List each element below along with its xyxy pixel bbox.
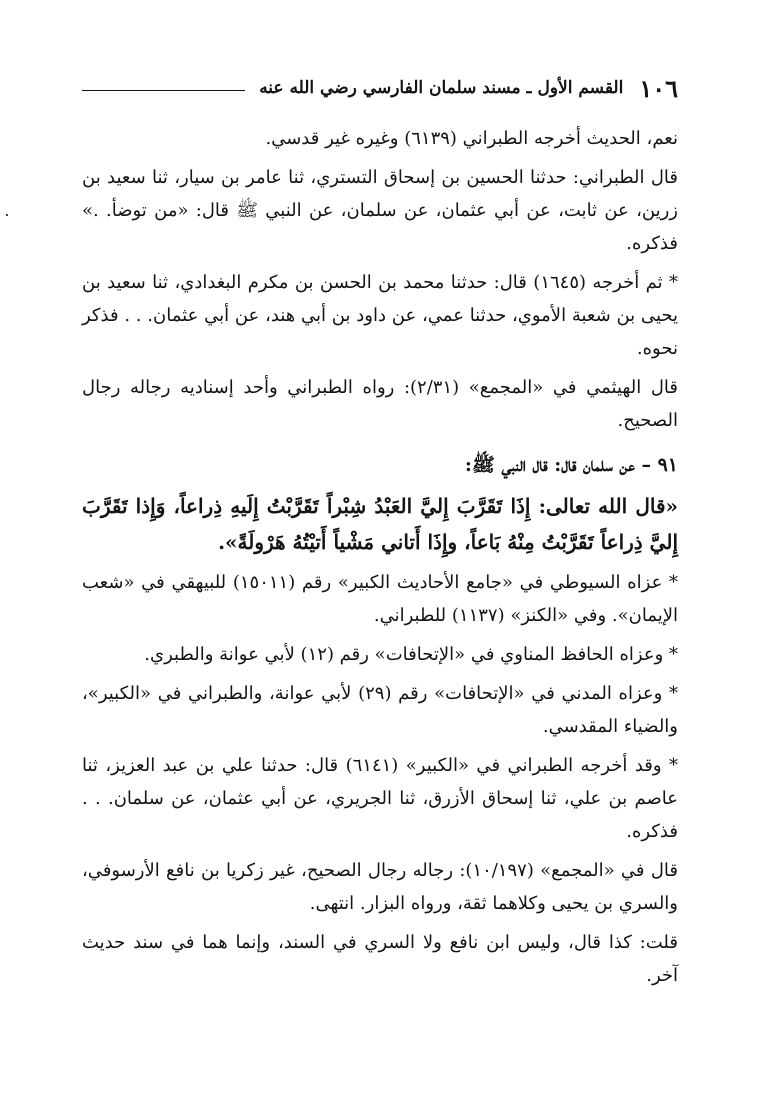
paragraph: قلت: كذا قال، وليس ابن نافع ولا السري في السند، وإنما هما في سند حديث آخر.	[82, 932, 678, 986]
page-header	[82, 72, 678, 104]
hadith-text: «قال الله تعالى: إِذَا تَقَرَّبَ إِليَّ العَبْدُ شِبْراً تَقَرَّبْتُ إِلَيهِ ذِراعاً، وَإِذا تَقَرَّبَ إِليَّ ذِراعاً تَقَرَّبْتُ مِنْهُ بَاعاً، وإِذَا أَتاني مَشْياً أَتيْتُهُ هَرْولَةً».	[82, 494, 678, 554]
paragraph: * عزاه السيوطي في «جامع الأحاديث الكبير» رقم (١٥٠١١) للبيهقي في «شعب الإيمان». وفي «الكنز» (١١٣٧) للطبراني.	[82, 572, 679, 626]
page-body	[82, 122, 678, 998]
paragraph: * وعزاه الحافظ المناوي في «الإتحافات» رقم (١٢) لأبي عوانة والطبري.	[144, 644, 678, 665]
paragraph: قال الهيثمي في «المجمع» (٢/٣١): رواه الطبراني وأحد إسناديه رجاله رجال الصحيح.	[82, 377, 678, 431]
paragraph: * وقد أخرجه الطبراني في «الكبير» (٦١٤١) قال: حدثنا علي بن عبد العزيز، ثنا عاصم بن علي، ثنا إسحاق الأزرق، ثنا الجريري، عن أبي عثمان، عن سلمان. . . فذكره.	[82, 755, 678, 842]
margin-speck	[6, 214, 8, 216]
running-title: القسم الأول ـ مسند سلمان الفارسي رضي الله عنه	[259, 78, 624, 98]
hadith-heading: ٩١ – عن سلمان قال: قال النبي ﷺ:	[464, 454, 678, 476]
paragraph: قال في «المجمع» (١٠/١٩٧): رجاله رجال الصحيح، غير زكريا بن نافع الأرسوفي، والسري بن يحيى وكلاهما ثقة، ورواه البزار. انتهى.	[82, 860, 678, 914]
page-number: ١٠٦	[639, 73, 678, 103]
paragraph: نعم، الحديث أخرجه الطبراني (٦١٣٩) وغيره غير قدسي.	[265, 128, 678, 149]
paragraph: قال الطبراني: حدثنا الحسين بن إسحاق التستري، ثنا عامر بن سيار، ثنا سعيد بن زرين، عن ثابت، عن أبي عثمان، عن سلمان، عن النبي ﷺ قال: «من توضأ. .» فذكره.	[82, 167, 678, 254]
header-rule	[82, 90, 245, 91]
paragraph: * وعزاه المدني في «الإتحافات» رقم (٢٩) لأبي عوانة، والطبراني في «الكبير»، والضياء المقدسي.	[82, 683, 678, 737]
paragraph: * ثم أخرجه (١٦٤٥) قال: حدثنا محمد بن الحسن بن مكرم البغدادي، ثنا سعيد بن يحيى بن شعبة الأموي، حدثنا عمي، عن داود بن أبي هند، عن أبي عثمان. . . فذكر نحوه.	[82, 272, 678, 359]
